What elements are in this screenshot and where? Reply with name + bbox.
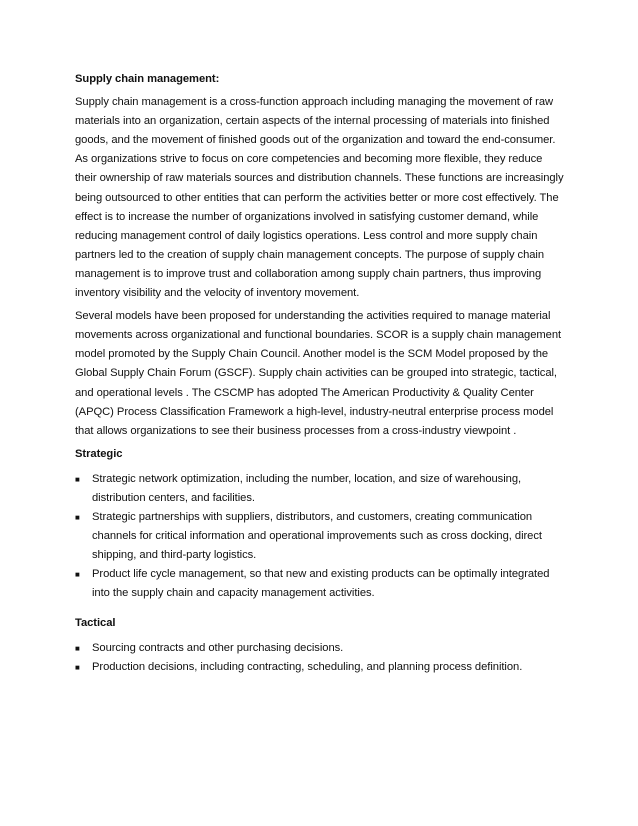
square-bullet-icon: ■	[75, 474, 80, 484]
strategic-list	[75, 470, 565, 604]
square-bullet-icon: ■	[75, 643, 80, 653]
list-item	[75, 639, 565, 658]
list-item-text: Strategic network optimization, including the number, location, and size of warehousing, distribution centers, and facilities.	[92, 472, 522, 504]
document-page	[75, 70, 565, 677]
paragraph-intro: Supply chain management is a cross-function approach including managing the movement of raw materials into an organization, certain aspects of the internal processing of materials into finished goods, and the movement of finished goods out of the organization and toward the end-consumer. As organizations strive to focus on core competencies and becoming more flexible, they reduce their ownership of raw materials sources and distribution channels. These functions are increasingly being outsourced to other entities that can perform the activities better or more cost effectively. The effect is to increase the number of organizations involved in satisfying customer demand, while reducing management control of daily logistics operations. Less control and more supply chain partners led to the creation of supply chain management concepts. The purpose of supply chain management is to improve trust and collaboration among supply chain partners, thus improving inventory visibility and the velocity of inventory movement.	[75, 96, 564, 300]
list-item-text: Production decisions, including contracting, scheduling, and planning process definition.	[92, 660, 523, 673]
list-item	[75, 658, 565, 677]
tactical-title: Tactical	[75, 616, 116, 629]
list-item-text: Sourcing contracts and other purchasing decisions.	[92, 641, 344, 654]
square-bullet-icon: ■	[75, 662, 80, 672]
tactical-list	[75, 639, 565, 677]
square-bullet-icon: ■	[75, 513, 80, 523]
list-item-text: Strategic partnerships with suppliers, distributors, and customers, creating communication channels for critical information and operational improvements such as cross docking, direct shipping, and third-party logistics.	[92, 511, 542, 562]
list-item	[75, 565, 565, 603]
square-bullet-icon: ■	[75, 570, 80, 580]
paragraph-models: Several models have been proposed for understanding the activities required to manage material movements across organizational and functional boundaries. SCOR is a supply chain management model promoted by the Supply Chain Council. Another model is the SCM Model proposed by the Global Supply Chain Forum (GSCF). Supply chain activities can be grouped into strategic, tactical, and operational levels . The CSCMP has adopted The American Productivity & Quality Center (APQC) Process Classification Framework a high-level, industry-neutral enterprise process model that allows organizations to see their business processes from a cross-industry viewpoint .	[75, 310, 562, 437]
list-item-text: Product life cycle management, so that new and existing products can be optimally integrated into the supply chain and capacity management activities.	[92, 568, 550, 600]
strategic-title: Strategic	[75, 447, 123, 460]
list-item	[75, 470, 565, 508]
section-heading: Supply chain management:	[75, 73, 220, 85]
list-item	[75, 508, 565, 565]
